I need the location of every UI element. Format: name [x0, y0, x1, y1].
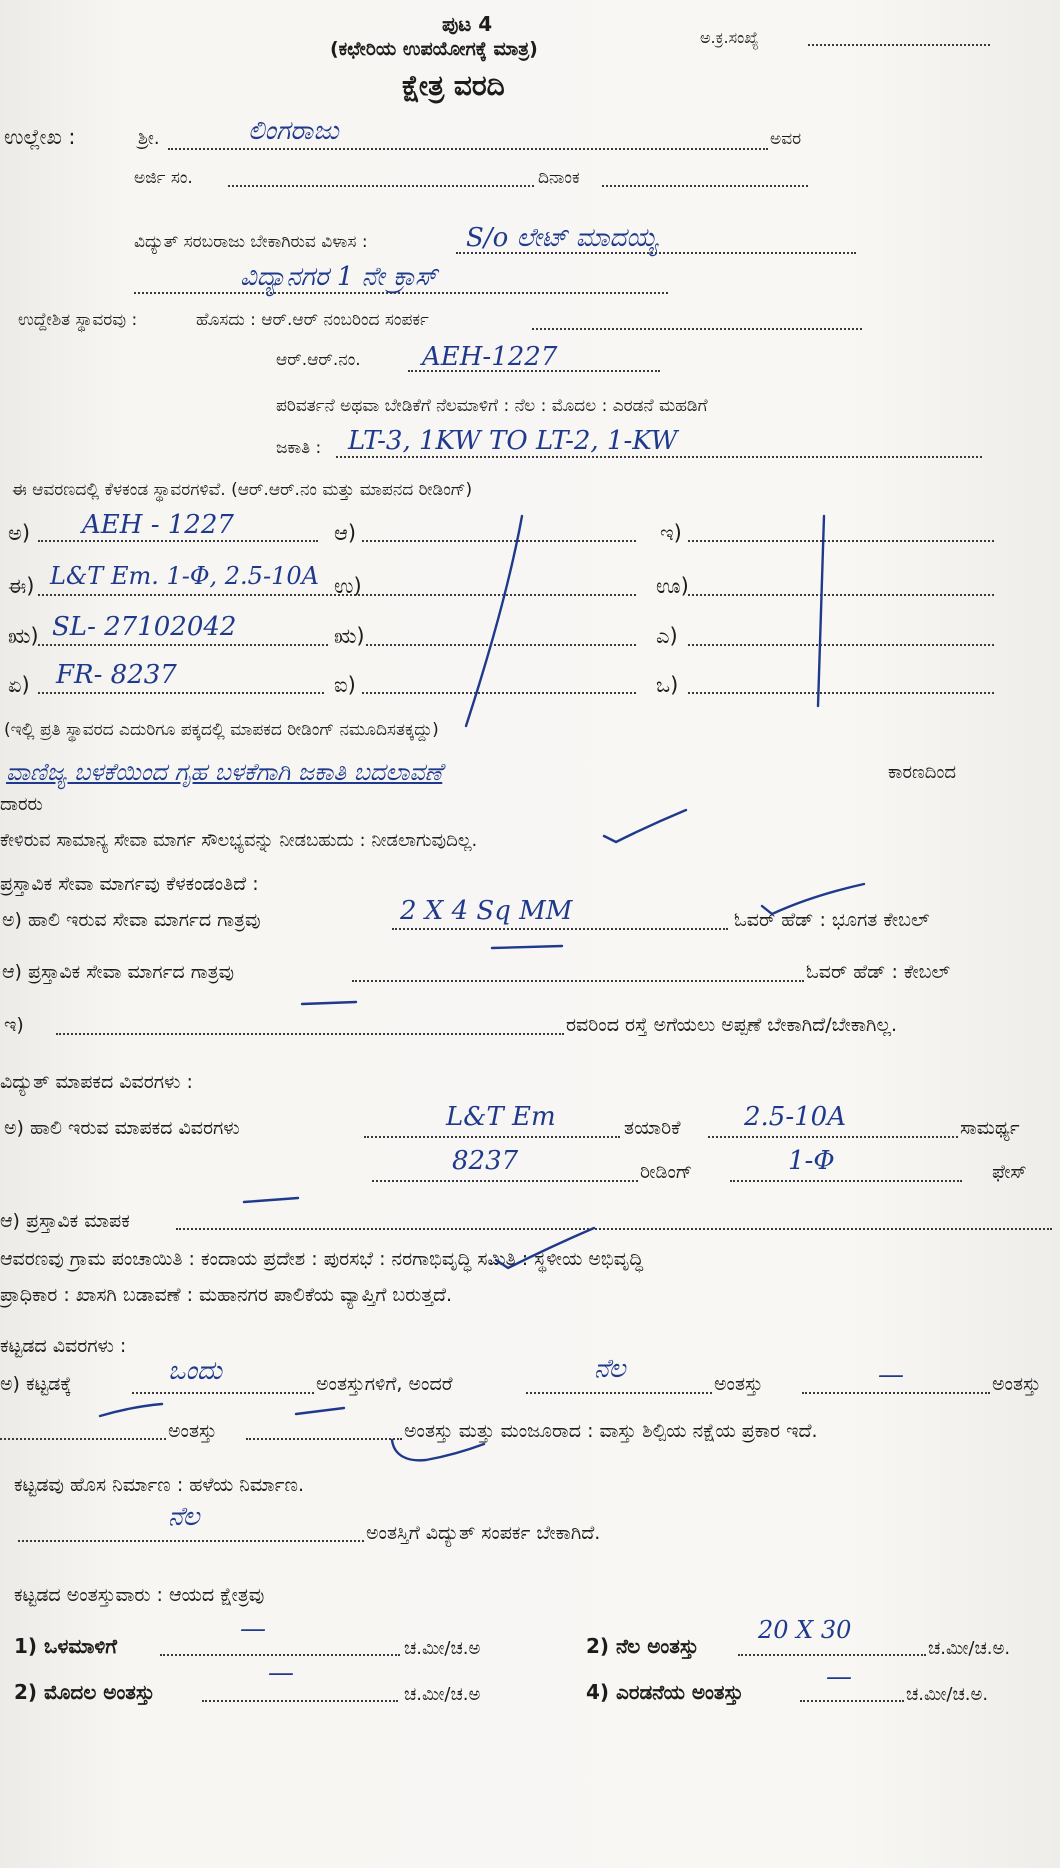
meter-phase-line: [730, 1180, 962, 1182]
meter-serial-value: 8237: [452, 1146, 519, 1176]
connection-floor-line: [18, 1540, 364, 1542]
existing-row-1-col3-line: [688, 540, 994, 542]
dash-mark-1: [488, 940, 568, 954]
floor1-value: ನೆಲ: [594, 1354, 626, 1384]
dash-mark-4: [96, 1400, 166, 1422]
existing-row-3-value: SL- 27102042: [52, 612, 237, 642]
floor1-line: [526, 1392, 712, 1394]
existing-row-4-line: [38, 692, 324, 694]
strike-mark-left: [460, 512, 530, 732]
name-line: [168, 148, 768, 150]
area-first-value: —: [268, 1658, 294, 1688]
floor3-suffix: ಅಂತಸ್ತು: [168, 1420, 217, 1442]
existing-row-3-col3-label: ಎ): [656, 624, 678, 648]
jurisdiction-line-1: ಆವರಣವು ಗ್ರಾಮ ಪಂಚಾಯಿತಿ : ಕಂದಾಯ ಪ್ರದೇಶ : ಪುರಸಭೆ : ನರಗಾಭಿವೃದ್ಧಿ ಸಮಿತಿ : ಸ್ಥಳೀಯ ಅಭಿವೃದ್ಧಿ: [0, 1248, 644, 1270]
tariff-value: LT-3, 1KW TO LT-2, 1-KW: [348, 426, 678, 456]
rr-no-label: ಆರ್.ಆರ್.ನಂ.: [276, 350, 361, 370]
meter-make-value: L&T Em: [446, 1102, 556, 1132]
road-cut-label: ಇ): [4, 1014, 24, 1036]
existing-row-2-label: ಈ): [8, 574, 35, 598]
floor3-line: [0, 1438, 166, 1440]
construction-type: ಕಟ್ಟಡವು ಹೊಸ ನಿರ್ಮಾಣ : ಹಳೆಯ ನಿರ್ಮಾಣ.: [14, 1474, 304, 1496]
new-rr-field: [532, 328, 862, 330]
avara-label: ಅವರ: [770, 129, 802, 149]
road-cut-suffix: ರವರಿಂದ ರಸ್ತೆ ಅಗೆಯಲು ಅಪ್ಪಣೆ ಬೇಕಾಗಿದೆ/ಬೇಕಾಗಿಲ್ಲ.: [566, 1014, 898, 1036]
page-title: ಕ್ಷೇತ್ರ ವರದಿ: [402, 69, 505, 102]
strike-mark-right: [800, 512, 840, 712]
existing-service-label: ಅ) ಹಾಲಿ ಇರುವ ಸೇವಾ ಮಾರ್ಗದ ಗಾತ್ರವು: [2, 909, 261, 931]
proposed-service-label: ಆ) ಪ್ರಸ್ತಾವಿಕ ಸೇವಾ ಮಾರ್ಗದ ಗಾತ್ರವು: [2, 961, 235, 983]
building-floors-label: ಅಂತಸ್ತುಗಳಿಗೆ, ಅಂದರೆ: [316, 1373, 453, 1395]
meter-make-label: ತಯಾರಿಕೆ: [624, 1117, 681, 1139]
address-value-1: S/o ಲೇಟ್ ಮಾದಯ್ಯ: [466, 223, 658, 253]
connection-floor-value: ನೆಲ: [168, 1502, 200, 1532]
meter-capacity-label: ಸಾಮರ್ಥ್ಯ: [960, 1117, 1020, 1139]
area-ground-unit: ಚ.ಮೀ/ಚ.ಅ.: [928, 1638, 1011, 1659]
building-floors-line: [132, 1392, 314, 1394]
meter-reading-label: ರೀಡಿಂಗ್: [640, 1161, 693, 1183]
serial-label: ಅ.ಕ್ರ.ಸಂಖ್ಯೆ: [700, 28, 759, 47]
dash-mark-2: [298, 996, 362, 1010]
proposed-installation-label: ಉದ್ದೇಶಿತ ಸ್ಥಾವರವು :: [18, 310, 138, 330]
existing-row-3-label: ಋ): [8, 624, 39, 648]
area-second-label: 4) ಎರಡನೆಯ ಅಂತಸ್ತು: [586, 1680, 744, 1704]
jurisdiction-line-2: ಪ್ರಾಧಿಕಾರ : ಖಾಸಗಿ ಬಡಾವಣೆ : ಮಹಾನಗರ ಪಾಲಿಕೆಯ ವ್ಯಾಪ್ತಿಗೆ ಬರುತ್ತದೆ.: [0, 1284, 453, 1306]
area-basement-line: [160, 1654, 400, 1656]
dash-mark-3: [240, 1192, 302, 1208]
proposed-meter-line: [176, 1228, 1052, 1230]
meter-intro: ವಿದ್ಯುತ್ ಮಾಪಕದ ವಿವರಗಳು :: [0, 1071, 193, 1093]
change-label: ಪರಿವರ್ತನೆ ಅಥವಾ ಬೇಡಿಕೆಗೆ ನೆಲಮಾಳಿಗೆ : ನೆಲ : ಮೊದಲ : ಎರಡನೆ ಮಹಡಿಗೆ: [276, 396, 708, 416]
service-line-intro: ಪ್ರಸ್ತಾವಿಕ ಸೇವಾ ಮಾರ್ಗವು ಕೆಳಕಂಡಂತಿದೆ :: [0, 873, 259, 895]
building-floors-prefix: ಅ) ಕಟ್ಟಡಕ್ಕೆ: [0, 1373, 72, 1395]
existing-row-4-label: ಏ): [8, 673, 30, 697]
area-first-label: 2) ಮೊದಲ ಅಂತಸ್ತು: [14, 1680, 155, 1704]
area-first-line: [202, 1700, 398, 1702]
tick-mark-service: [600, 806, 690, 846]
building-floors-value: ಒಂದು: [168, 1356, 223, 1386]
application-no-field: [228, 185, 534, 187]
existing-row-2-value: L&T Em. 1-Φ, 2.5-10A: [50, 562, 319, 590]
reason-line-2: ದಾರರು: [0, 794, 43, 815]
applicant-name: ಲಿಂಗರಾಜು: [248, 116, 339, 146]
service-facility-text: ಕೇಳಿರುವ ಸಾಮಾನ್ಯ ಸೇವಾ ಮಾರ್ಗ ಸೌಲಭ್ಯವನ್ನು ನೀಡಬಹುದು : ನೀಡಲಾಗುವುದಿಲ್ಲ.: [0, 830, 478, 851]
address-label: ವಿದ್ಯುತ್ ಸರಬರಾಜು ಬೇಕಾಗಿರುವ ವಿಳಾಸ :: [134, 232, 368, 252]
floor2-value: —: [878, 1360, 904, 1390]
existing-service-value: 2 X 4 Sq MM: [400, 896, 573, 926]
area-second-unit: ಚ.ಮೀ/ಚ.ಅ.: [906, 1684, 989, 1705]
reason-suffix: ಕಾರಣದಿಂದ: [888, 762, 956, 783]
existing-row-4-value: FR- 8237: [56, 660, 177, 690]
existing-row-4-col3-label: ಒ): [656, 673, 679, 697]
road-cut-line: [56, 1033, 564, 1035]
existing-row-1-col3-label: ಇ): [660, 521, 682, 545]
existing-meter-label: ಅ) ಹಾಲಿ ಇರುವ ಮಾಪಕದ ವಿವರಗಳು: [4, 1117, 240, 1139]
existing-row-2-col3-label: ಊ): [656, 574, 689, 598]
date-label: ದಿನಾಂಕ: [538, 168, 580, 188]
existing-row-3-col3-line: [688, 644, 994, 646]
floor4-approved-text: ಅಂತಸ್ತು ಮತ್ತು ಮಂಜೂರಾದ : ವಾಸ್ತು ಶಿಲ್ಪಿಯ ನಕ್ಷೆಯ ಪ್ರಕಾರ ಇದೆ.: [404, 1420, 818, 1442]
date-field: [602, 185, 808, 187]
existing-row-1-col2-label: ಆ): [334, 521, 357, 545]
meter-serial-line: [372, 1180, 638, 1182]
area-basement-label: 1) ಒಳಮಾಳಿಗೆ: [14, 1634, 117, 1658]
proposed-service-suffix: ಓವರ್ ಹೆಡ್ : ಕೇಬಲ್: [806, 961, 950, 983]
serial-field: [808, 44, 990, 46]
meter-capacity-line: [708, 1136, 958, 1138]
rr-no-value: AEH-1227: [422, 342, 558, 372]
tick-mark-jurisdiction: [490, 1224, 600, 1272]
address-line-2: [134, 292, 668, 294]
area-ground-label: 2) ನೆಲ ಅಂತಸ್ತು: [586, 1634, 699, 1658]
meter-capacity-value: 2.5-10A: [744, 1102, 846, 1132]
existing-row-3-line: [38, 644, 328, 646]
reading-note: (ಇಲ್ಲಿ ಪ್ರತಿ ಸ್ಥಾವರದ ಎದುರಿಗೂ ಪಕ್ಕದಲ್ಲಿ ಮಾಪಕದ ರೀಡಿಂಗ್ ನಮೂದಿಸತಕ್ಕದ್ದು): [4, 720, 439, 740]
address-value-2: ವಿದ್ಯಾನಗರ 1 ನೇ ಕ್ರಾಸ್: [240, 262, 438, 292]
existing-row-4-col2-label: ಐ): [334, 673, 356, 697]
area-second-value: —: [826, 1662, 852, 1692]
page-number: ಪುಟ 4: [442, 12, 493, 36]
existing-row-1-label: ಅ): [8, 521, 31, 545]
existing-service-line: [392, 928, 728, 930]
existing-row-4-col3-line: [688, 692, 994, 694]
existing-row-2-col2-label: ಉ): [334, 574, 362, 598]
connection-floor-label: ಅಂತಸ್ತಿಗೆ ವಿದ್ಯುತ್ ಸಂಪರ್ಕ ಬೇಕಾಗಿದೆ.: [366, 1522, 601, 1544]
existing-installations-intro: ಈ ಆವರಣದಲ್ಲಿ ಕೆಳಕಂಡ ಸ್ಥಾವರಗಳಿವೆ. (ಆರ್.ಆರ್.ನಂ ಮತ್ತು ಮಾಪನದ ರೀಡಿಂಗ್): [12, 480, 473, 500]
existing-row-3-col2-label: ಋ): [334, 624, 365, 648]
meter-make-line: [364, 1136, 620, 1138]
reference-label: ಉಲ್ಲೇಖ :: [4, 125, 76, 149]
tariff-label: ಜಕಾತಿ :: [276, 438, 322, 458]
building-intro: ಕಟ್ಟಡದ ವಿವರಗಳು :: [0, 1335, 127, 1357]
existing-service-suffix: ಓವರ್ ಹೆಡ್ : ಭೂಗತ ಕೇಬಲ್: [734, 909, 930, 931]
existing-row-1-value: AEH - 1227: [82, 510, 234, 540]
reason-value: ವಾಣಿಜ್ಯ ಬಳಕೆಯಿಂದ ಗೃಹ ಬಳಕೆಗಾಗಿ ಜಕಾತಿ ಬದಲಾವಣೆ: [6, 758, 443, 786]
area-basement-value: —: [240, 1614, 266, 1644]
area-second-line: [800, 1700, 904, 1702]
new-rr-connection: ಹೊಸದು : ಆರ್.ಆರ್ ನಂಬರಿಂದ ಸಂಪರ್ಕ: [196, 310, 429, 330]
floor-area-intro: ಕಟ್ಟಡದ ಅಂತಸ್ತುವಾರು : ಆಯದ ಕ್ಷೇತ್ರವು: [14, 1584, 265, 1606]
tick-mark-approved: [388, 1432, 488, 1468]
area-first-unit: ಚ.ಮೀ/ಚ.ಅ: [404, 1684, 481, 1705]
area-ground-value: 20 X 30: [758, 1616, 852, 1644]
proposed-service-line: [352, 980, 804, 982]
floor1-suffix: ಅಂತಸ್ತು: [714, 1373, 763, 1395]
application-no-label: ಅರ್ಜಿ ಸಂ.: [134, 168, 193, 188]
existing-row-1-line: [38, 540, 318, 542]
floor2-line: [802, 1392, 990, 1394]
meter-phase-label: ಫೇಸ್: [992, 1161, 1027, 1183]
dash-mark-5: [292, 1402, 348, 1420]
office-use-note: (ಕಛೇರಿಯ ಉಪಯೋಗಕ್ಕೆ ಮಾತ್ರ): [330, 38, 538, 60]
floor4-line: [246, 1438, 402, 1440]
tick-mark-overhead: [758, 880, 868, 920]
proposed-meter-label: ಆ) ಪ್ರಸ್ತಾವಿಕ ಮಾಪಕ: [0, 1210, 130, 1232]
tariff-line: [336, 456, 982, 458]
floor2-suffix: ಅಂತಸ್ತು: [992, 1373, 1041, 1395]
area-ground-line: [738, 1654, 926, 1656]
meter-phase-value: 1-Φ: [788, 1146, 835, 1176]
area-basement-unit: ಚ.ಮೀ/ಚ.ಅ: [404, 1638, 481, 1659]
existing-row-2-col3-line: [688, 594, 994, 596]
sri-label: ಶ್ರೀ.: [138, 128, 160, 149]
existing-row-2-line: [38, 594, 368, 596]
